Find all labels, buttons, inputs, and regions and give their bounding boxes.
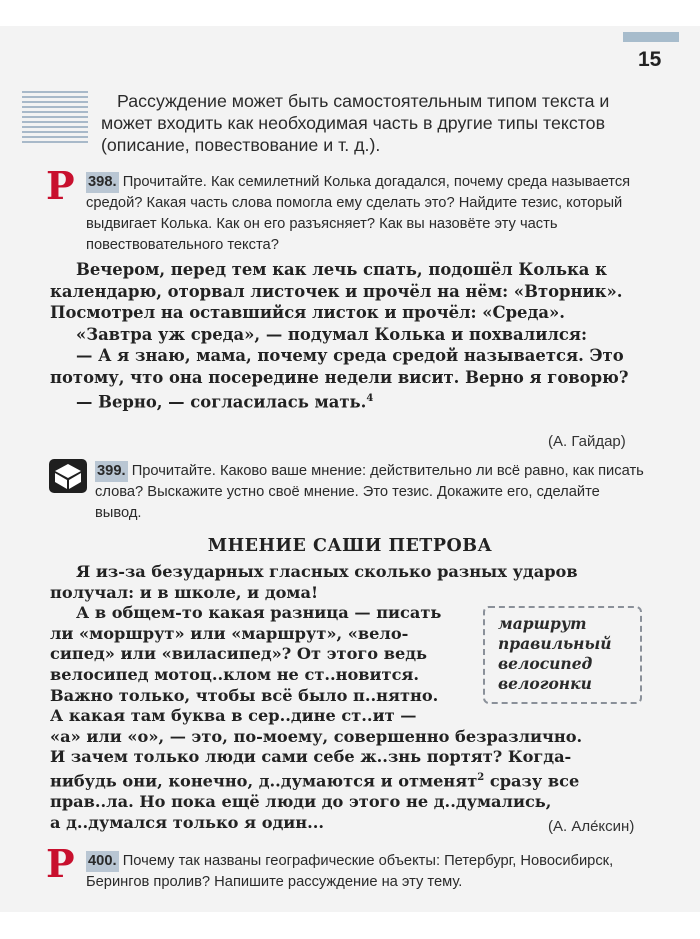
r-marker-icon: Р [46,841,75,886]
rule-text: Рассуждение может быть самостоятельным типом текста и может входить как необходимая часть в другие типы текстов (описание, повествование и т. д.). [101,91,610,155]
story-paragraph: — А я знаю, мама, почему среда средой называется. Это потому, что она посередине недели висит. Верно я говорю? [50,346,629,387]
page-number-bar [623,32,679,42]
task-398 [86,172,646,256]
page-number: 15 [638,48,662,71]
task-400-text: Почему так названы географические объекты: Петербург, Новосибирск, Берингов пролив? Напишите рассуждение на эту тему. [86,853,614,890]
task-398-text: Прочитайте. Как семилетний Колька догадался, почему среда называется средой? Какая часть слова помогла ему сделать это? Найдите тезис, который выдвигает Колька. Как он его разъясняет? Как вы назовёте эту часть повествовательного текста? [86,174,631,253]
spelling-word: правильный [498,634,612,653]
rule-lines-icon [22,91,88,147]
opinion-line: Важно только, чтобы всё было п..нятно. [50,685,439,705]
task-399 [95,461,645,524]
spelling-word: маршрут [498,614,587,633]
opinion-line: велосипед мотоц..клом не ст..новится. [50,664,420,684]
cube-icon [48,458,88,494]
top-margin [0,0,700,26]
opinion-line [50,768,650,792]
opinion-line: «а» или «о», — это, по-моему, совершенно безразлично. [50,726,583,746]
task-399-text: Прочитайте. Каково ваше мнение: действительно ли всё равно, как писать слова? Выскажите устно своё мнение. Это тезис. Докажите его, сделайте вывод. [95,463,644,521]
footnote-marker: 4 [366,393,374,404]
author-gaidar: (А. Гайдар) [548,433,626,450]
opinion-line: А в общем-то какая разница — писать [76,603,442,623]
story-paragraph-last [50,388,644,413]
opinion-line: А какая там буква в сер..дине ст..ит — [50,706,417,726]
opinion-line: сипед» или «виласипед»? От этого ведь [50,644,428,664]
opinion-line: прав..ла. Но пока ещё люди до этого не д..думались, [50,791,552,811]
spelling-words-list [485,608,640,694]
story-paragraph: «Завтра уж среда», — подумал Колька и похвалился: [76,324,588,344]
opinion-line: ли «моршрут» или «маршрут», «вело- [50,623,409,643]
opinion-line: Я из-за безударных гласных сколько разных ударов [76,562,578,581]
footnote-marker: 2 [477,771,485,783]
bottom-margin [0,912,700,939]
task-398-number: 398. [86,172,119,193]
section-heading: МНЕНИЕ САШИ ПЕТРОВА [207,536,493,556]
opinion-line: а д..думался только я один... [50,812,325,832]
story-text [50,259,644,413]
r-marker-icon: Р [46,163,75,208]
task-400 [86,851,646,893]
opinion-line: И зачем только люди сами себе ж..знь портят? Когда- [50,747,572,767]
opinion-line: получал: и в школе, и дома! [50,582,319,602]
spelling-words-box [483,606,642,704]
spelling-word: велосипед [498,654,593,673]
spelling-word: велогонки [498,674,592,693]
opinion-line-text: сразу все [484,771,580,791]
story-paragraph: Вечером, перед тем как лечь спать, подошёл Колька к календарю, оторвал листочек и прочёл на нём: «Вторник». Посмотрел на оставшийся листок и прочёл: «Среда». [50,260,623,322]
task-399-number: 399. [95,461,128,482]
opinion-line-text: нибудь они, конечно, д..думаются и отменят [50,771,478,791]
author-aleksin: (А. Але́ксин) [548,818,635,835]
story-paragraph-text: — Верно, — согласилась мать. [76,392,367,412]
task-400-number: 400. [86,851,119,872]
